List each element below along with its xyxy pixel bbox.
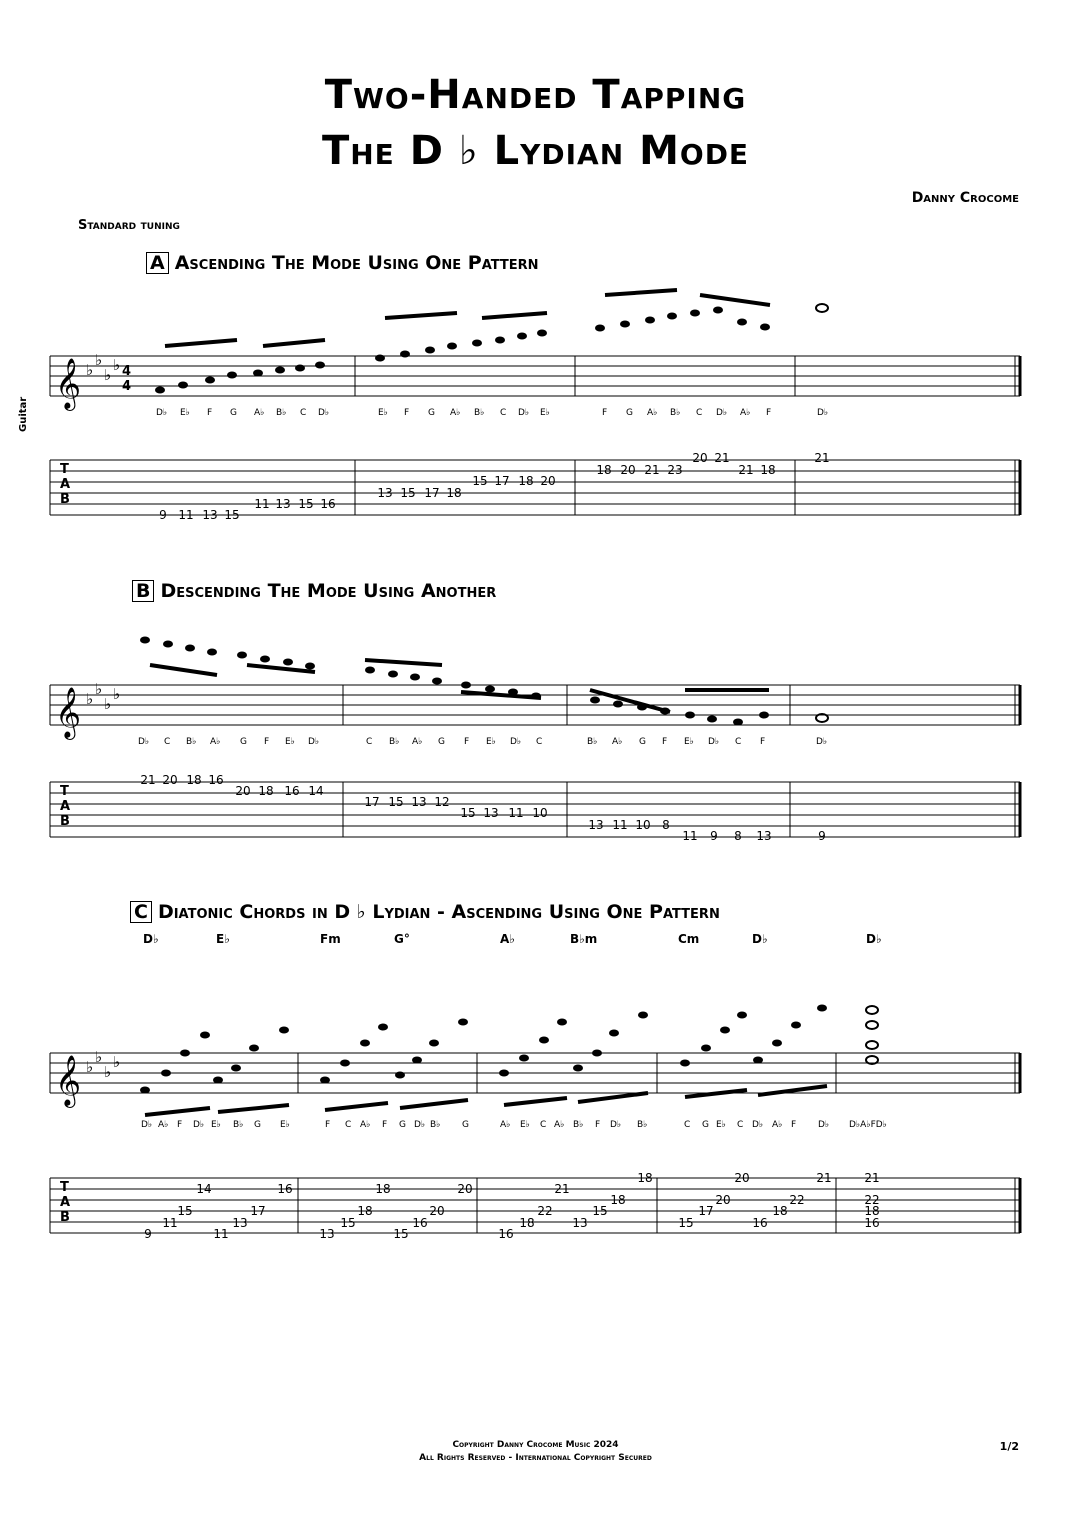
tab-number: 15 <box>400 486 416 500</box>
system-c-note-names <box>0 1120 1071 1134</box>
tab-number: 15 <box>177 1204 193 1218</box>
tab-number: 18 <box>186 773 202 787</box>
note-name: A♭ <box>554 1120 565 1130</box>
svg-text:B: B <box>60 814 70 829</box>
svg-text:A: A <box>60 799 71 814</box>
tab-number: 10 <box>635 818 651 832</box>
note-name: E♭ <box>486 737 496 747</box>
svg-text:A: A <box>60 1195 71 1210</box>
tab-number: 17 <box>250 1204 266 1218</box>
note-name: A♭ <box>412 737 423 747</box>
note-name: E♭ <box>684 737 694 747</box>
title-line-2: The D ♭ Lydian Mode <box>321 128 750 174</box>
note-name: G <box>702 1120 709 1130</box>
note-name: F <box>791 1120 797 1130</box>
tab-number: 20 <box>162 773 178 787</box>
note-name: C <box>366 737 373 747</box>
svg-text:♭: ♭ <box>104 1063 112 1081</box>
tab-number: 16 <box>284 784 300 798</box>
tab-number: 18 <box>258 784 274 798</box>
tab-number: 17 <box>424 486 440 500</box>
note-name: C <box>540 1120 547 1130</box>
tab-number: 18 <box>518 474 534 488</box>
note-name: A♭ <box>740 408 751 418</box>
note-name: C <box>345 1120 352 1130</box>
svg-text:♭: ♭ <box>113 356 121 374</box>
note-name: E♭ <box>520 1120 530 1130</box>
chord-symbol: Fm <box>320 932 341 946</box>
note-name: D♭ <box>818 1120 830 1130</box>
note-name: E♭ <box>280 1120 290 1130</box>
note-name: G <box>639 737 646 747</box>
section-a-label: Ascending The Mode Using One Pattern <box>174 252 539 274</box>
note-name: F <box>325 1120 331 1130</box>
tab-number: 10 <box>532 806 548 820</box>
tab-number: 13 <box>275 497 291 511</box>
tab-number: 8 <box>734 829 742 843</box>
note-name: C <box>300 408 307 418</box>
tab-number: 20 <box>734 1171 750 1185</box>
note-name: A♭ <box>360 1120 371 1130</box>
note-name: D♭ <box>414 1120 426 1130</box>
section-b-letter: B <box>132 580 154 602</box>
note-name: E♭ <box>716 1120 726 1130</box>
svg-text:B: B <box>60 1210 70 1225</box>
tab-number: 18 <box>760 463 776 477</box>
svg-text:♭: ♭ <box>113 1053 121 1071</box>
note-name: F <box>177 1120 183 1130</box>
note-name: G <box>462 1120 469 1130</box>
tab-number: 16 <box>208 773 224 787</box>
note-name: D♭ <box>816 737 828 747</box>
tab-number: 11 <box>682 829 698 843</box>
note-name: E♭ <box>540 408 550 418</box>
note-name: E♭ <box>285 737 295 747</box>
tab-number: 15 <box>460 806 476 820</box>
note-name: F <box>602 408 608 418</box>
tab-number: 15 <box>388 795 404 809</box>
note-name: F <box>207 408 213 418</box>
note-name: D♭ <box>708 737 720 747</box>
tab-number: 20 <box>692 451 708 465</box>
note-name: A♭ <box>772 1120 783 1130</box>
note-name: A♭ <box>254 408 265 418</box>
note-name: D♭ <box>510 737 522 747</box>
tab-number: 16 <box>277 1182 293 1196</box>
note-name: D♭ <box>193 1120 205 1130</box>
note-name: B♭ <box>276 408 287 418</box>
tab-number: 17 <box>494 474 510 488</box>
note-name: G <box>240 737 247 747</box>
note-name: C <box>696 408 703 418</box>
tab-number: 13 <box>319 1227 335 1241</box>
note-name: F <box>382 1120 388 1130</box>
tab-number: 16 <box>752 1216 768 1230</box>
tab-number: 13 <box>377 486 393 500</box>
svg-text:♭: ♭ <box>95 680 103 698</box>
tab-number: 20 <box>620 463 636 477</box>
svg-text:A: A <box>60 477 71 492</box>
chord-symbol: Cm <box>678 932 700 946</box>
system-c-tab-numbers <box>144 1171 879 1241</box>
tab-number: 20 <box>457 1182 473 1196</box>
tab-number: 20 <box>540 474 556 488</box>
tab-number: 18 <box>610 1193 626 1207</box>
tab-number: 17 <box>698 1204 714 1218</box>
chord-symbol: D♭ <box>143 932 159 946</box>
note-name: A♭ <box>647 408 658 418</box>
tab-number: 16 <box>864 1216 880 1230</box>
svg-text:T: T <box>60 462 69 477</box>
tab-number: 18 <box>864 1204 880 1218</box>
tab-number: 11 <box>162 1216 178 1230</box>
note-name: A♭ <box>158 1120 169 1130</box>
section-c-letter: C <box>130 901 152 923</box>
tab-number: 23 <box>667 463 683 477</box>
tab-number: 20 <box>235 784 251 798</box>
note-name: G <box>428 408 435 418</box>
svg-text:♭: ♭ <box>104 366 112 384</box>
note-name: C <box>500 408 507 418</box>
tab-number: 21 <box>816 1171 832 1185</box>
treble-clef: 𝄞 <box>55 1055 82 1106</box>
note-name: C <box>164 737 171 747</box>
tab-number: 21 <box>814 451 830 465</box>
tab-number: 18 <box>637 1171 653 1185</box>
tab-number: 9 <box>159 508 167 522</box>
tab-number: 22 <box>864 1193 880 1207</box>
chord-symbol: D♭ <box>752 932 768 946</box>
note-name: B♭ <box>670 408 681 418</box>
tab-number: 21 <box>864 1171 880 1185</box>
svg-text:B: B <box>60 492 70 507</box>
tab-number: 15 <box>678 1216 694 1230</box>
tab-number: 15 <box>592 1204 608 1218</box>
treble-clef: 𝄞 <box>55 687 82 738</box>
tab-number: 20 <box>429 1204 445 1218</box>
note-name: F <box>760 737 766 747</box>
time-sig-bottom: 4 <box>122 379 132 394</box>
tab-number: 13 <box>572 1216 588 1230</box>
tab-number: 12 <box>434 795 450 809</box>
tab-number: 13 <box>411 795 427 809</box>
note-name: A♭ <box>500 1120 511 1130</box>
note-name: F <box>464 737 470 747</box>
tab-number: 13 <box>232 1216 248 1230</box>
section-c-label: Diatonic Chords in D ♭ Lydian - Ascending Using One Pattern <box>157 901 720 923</box>
note-name: E♭ <box>211 1120 221 1130</box>
tab-number: 14 <box>196 1182 212 1196</box>
svg-text:T: T <box>60 784 69 799</box>
treble-clef: 𝄞 <box>55 358 82 409</box>
section-a-letter: A <box>146 252 169 274</box>
note-name: G <box>438 737 445 747</box>
chord-symbol: E♭ <box>216 932 230 946</box>
tab-number: 21 <box>554 1182 570 1196</box>
note-name: B♭ <box>233 1120 244 1130</box>
title-line-1: Two-Handed Tapping <box>324 72 747 118</box>
tab-number: 18 <box>772 1204 788 1218</box>
tab-clef-c <box>60 1180 70 1225</box>
note-name: C <box>735 737 742 747</box>
svg-text:♭: ♭ <box>86 361 94 379</box>
tab-number: 21 <box>738 463 754 477</box>
tab-number: 11 <box>254 497 270 511</box>
tab-number: 18 <box>357 1204 373 1218</box>
composer: Danny Crocome <box>911 190 1019 206</box>
note-name: G <box>254 1120 261 1130</box>
note-name: C <box>536 737 543 747</box>
note-name: A♭ <box>450 408 461 418</box>
tab-number: 17 <box>364 795 380 809</box>
tab-number: 11 <box>508 806 524 820</box>
tab-number: 13 <box>756 829 772 843</box>
section-b-label: Descending The Mode Using Another <box>160 580 497 602</box>
tab-number: 14 <box>308 784 324 798</box>
system-c-beams <box>145 1086 827 1115</box>
tab-number: 15 <box>298 497 314 511</box>
tab-number: 9 <box>710 829 718 843</box>
note-name: D♭ <box>138 737 150 747</box>
svg-text:♭: ♭ <box>86 690 94 708</box>
chord-symbol: D♭ <box>866 932 882 946</box>
note-name: G <box>626 408 633 418</box>
tab-number: 16 <box>498 1227 514 1241</box>
tab-number: 16 <box>320 497 336 511</box>
tab-number: 11 <box>612 818 628 832</box>
note-name: B♭ <box>430 1120 441 1130</box>
note-name: F <box>766 408 772 418</box>
note-name: D♭ <box>610 1120 622 1130</box>
svg-text:♭: ♭ <box>95 1048 103 1066</box>
tab-number: 8 <box>662 818 670 832</box>
note-name: C <box>737 1120 744 1130</box>
note-name: D♭ <box>752 1120 764 1130</box>
tab-number: 22 <box>537 1204 553 1218</box>
note-name: C <box>684 1120 691 1130</box>
tab-number: 18 <box>375 1182 391 1196</box>
tab-number: 13 <box>588 818 604 832</box>
tab-number: 15 <box>340 1216 356 1230</box>
note-name: D♭ <box>141 1120 153 1130</box>
tab-number: 9 <box>818 829 826 843</box>
note-name: B♭ <box>474 408 485 418</box>
chord-symbol: A♭ <box>500 932 515 946</box>
tab-number: 15 <box>224 508 240 522</box>
tab-number: 11 <box>178 508 194 522</box>
note-name: F <box>662 737 668 747</box>
note-name: D♭A♭FD♭ <box>849 1120 887 1130</box>
tab-number: 21 <box>644 463 660 477</box>
tab-number: 21 <box>714 451 730 465</box>
note-name: G <box>399 1120 406 1130</box>
tab-number: 20 <box>715 1193 731 1207</box>
note-name: A♭ <box>612 737 623 747</box>
note-name: B♭ <box>587 737 598 747</box>
note-name: B♭ <box>389 737 400 747</box>
tab-number: 13 <box>202 508 218 522</box>
svg-text:♭: ♭ <box>86 1058 94 1076</box>
tab-number: 15 <box>393 1227 409 1241</box>
note-name: B♭ <box>637 1120 648 1130</box>
system-c-notes <box>140 1005 878 1094</box>
svg-text:♭: ♭ <box>104 695 112 713</box>
note-name: D♭ <box>817 408 829 418</box>
note-name: G <box>230 408 237 418</box>
chord-symbol: B♭m <box>570 932 598 946</box>
note-name: D♭ <box>308 737 320 747</box>
tab-number: 18 <box>519 1216 535 1230</box>
page-number: 1/2 <box>999 1440 1019 1453</box>
instrument-label: Guitar <box>18 396 29 432</box>
note-name: D♭ <box>716 408 728 418</box>
note-name: E♭ <box>378 408 388 418</box>
note-name: B♭ <box>573 1120 584 1130</box>
tab-number: 13 <box>483 806 499 820</box>
system-c-staff <box>50 1053 1020 1093</box>
note-name: F <box>404 408 410 418</box>
note-name: A♭ <box>210 737 221 747</box>
note-name: D♭ <box>156 408 168 418</box>
tab-number: 9 <box>144 1227 152 1241</box>
chord-symbol: G° <box>394 932 410 946</box>
svg-text:T: T <box>60 1180 69 1195</box>
note-name: D♭ <box>518 408 530 418</box>
note-name: D♭ <box>318 408 330 418</box>
note-name: B♭ <box>186 737 197 747</box>
tab-number: 15 <box>472 474 488 488</box>
footer-copyright: Copyright Danny Crocome Music 2024 <box>452 1440 619 1450</box>
tab-number: 22 <box>789 1193 805 1207</box>
svg-text:♭: ♭ <box>113 685 121 703</box>
note-name: E♭ <box>180 408 190 418</box>
svg-text:♭: ♭ <box>95 351 103 369</box>
note-name: F <box>595 1120 601 1130</box>
footer-rights: All Rights Reserved - International Copyright Secured <box>419 1453 652 1463</box>
tab-number: 18 <box>446 486 462 500</box>
tab-number: 11 <box>213 1227 229 1241</box>
tuning: Standard tuning <box>78 218 180 233</box>
tab-number: 21 <box>140 773 156 787</box>
time-sig-top: 4 <box>122 364 132 379</box>
tab-number: 18 <box>596 463 612 477</box>
note-name: F <box>264 737 270 747</box>
tab-number: 16 <box>412 1216 428 1230</box>
